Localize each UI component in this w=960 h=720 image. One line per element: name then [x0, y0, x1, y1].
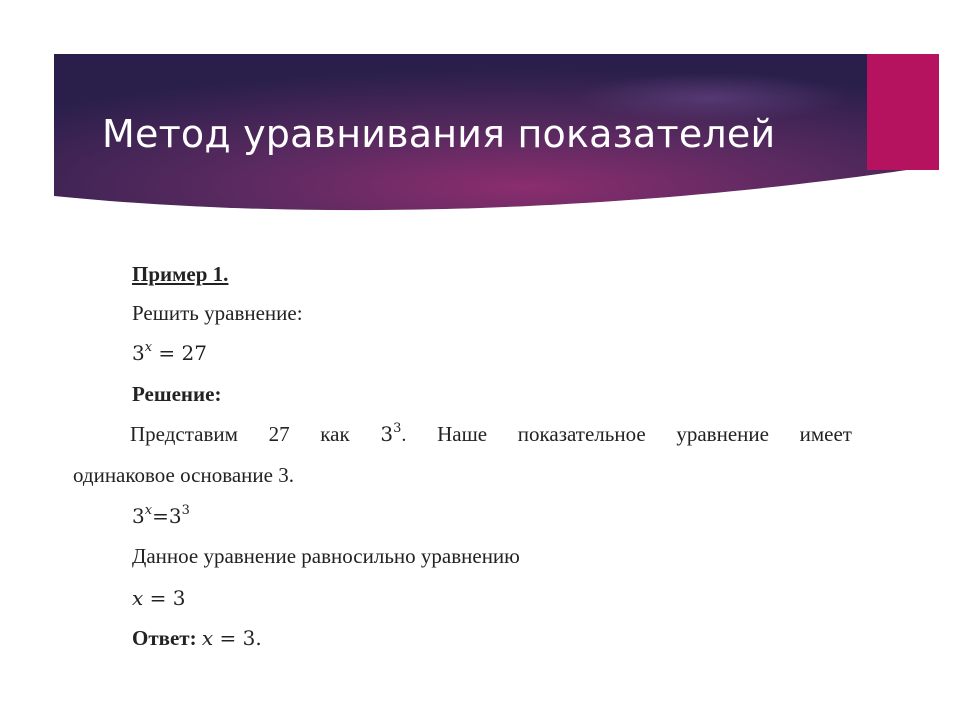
equation-2: [132, 503, 190, 528]
equivalent-text: Данное уравнение равносильно уравнению: [132, 544, 520, 568]
equation-2-sign: =: [152, 504, 169, 528]
step-1-line-1: [130, 421, 852, 446]
answer-variable: x: [201, 626, 214, 650]
step-1-word-1: Представим: [130, 422, 238, 446]
step-1-power-tail: .: [401, 424, 407, 446]
result-variable: x: [132, 586, 144, 610]
answer-label: Ответ:: [132, 626, 197, 650]
step-1-power-exp: 3: [393, 421, 402, 436]
equation-1-exponent: x: [144, 340, 153, 355]
equation-2-right-base: 3: [168, 504, 182, 528]
example-heading: Пример 1.: [132, 262, 229, 286]
equation-1-base: 3: [132, 341, 145, 365]
step-1-line-2: одинаковое основание 3.: [73, 463, 294, 487]
equation-2-right-exp: 3: [181, 503, 190, 518]
equation-2-left-base: 3: [132, 504, 145, 528]
slide-title: Метод уравнивания показателей: [102, 112, 776, 156]
step-1-power: [380, 421, 407, 446]
solution-heading: Решение:: [132, 382, 222, 406]
equation-result: [132, 588, 185, 608]
equation-2-left-exp: x: [144, 503, 153, 518]
step-1-word-3: как: [320, 422, 350, 446]
step-1-word-6: показательное: [517, 422, 646, 446]
step-1-word-5: Наше: [437, 422, 488, 446]
equation-1: [132, 340, 207, 365]
answer-line: [132, 628, 262, 649]
task-label: Решить уравнение:: [132, 301, 303, 325]
step-1-word-2: 27: [268, 422, 290, 446]
result-rest: = 3: [143, 586, 186, 610]
answer-rest: = 3.: [213, 626, 262, 650]
step-1-word-8: имеет: [799, 422, 852, 446]
equation-1-rest: = 27: [152, 341, 207, 365]
step-1-word-7: уравнение: [676, 422, 769, 446]
step-1-power-base: 3: [380, 422, 394, 446]
